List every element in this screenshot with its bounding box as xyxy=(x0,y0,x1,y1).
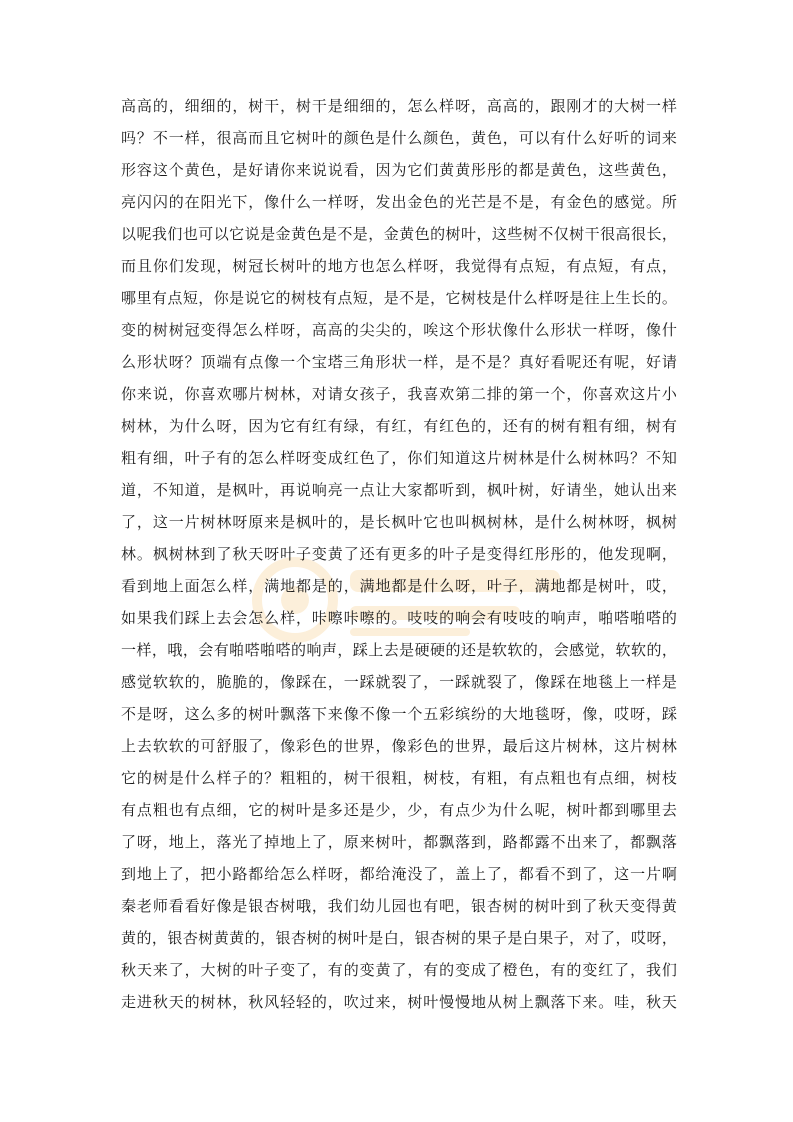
text-line: 高高的，细细的，树干，树干是细细的，怎么样呀，高高的，跟刚才的大树一样 xyxy=(121,97,677,115)
text-line: 吗？不一样，很高而且它树叶的颜色是什么颜色，黄色，可以有什么好听的词来 xyxy=(121,129,677,147)
text-line: 秦老师看看好像是银杏树哦，我们幼儿园也有吧，银杏树的树叶到了秋天变得黄 xyxy=(121,897,677,915)
text-line: 走进秋天的树林，秋风轻轻的，吹过来，树叶慢慢地从树上飘落下来。哇，秋天 xyxy=(121,993,677,1011)
text-line: 它的树是什么样子的？粗粗的，树干很粗，树枝，有粗，有点粗也有点细，树枝 xyxy=(121,769,677,787)
text-line: 亮闪闪的在阳光下，像什么一样呀，发出金色的光芒是不是，有金色的感觉。所 xyxy=(121,193,677,211)
text-line: 感觉软软的，脆脆的，像踩在，一踩就裂了，一踩就裂了，像踩在地毯上一样是 xyxy=(121,673,677,691)
text-line: 而且你们发现，树冠长树叶的地方也怎么样呀，我觉得有点短，有点短，有点， xyxy=(121,257,677,275)
text-line: 一样，哦，会有啪嗒啪嗒的响声，踩上去是硬硬的还是软软的，会感觉，软软的， xyxy=(121,641,677,659)
text-line: 哪里有点短，你是说它的树枝有点短，是不是，它树枝是什么样呀是往上生长的。 xyxy=(121,289,677,307)
text-line: 粗有细，叶子有的怎么样呀变成红色了，你们知道这片树林是什么树林吗？不知 xyxy=(121,449,677,467)
text-line: 上去软软的可舒服了，像彩色的世界，像彩色的世界，最后这片树林，这片树林 xyxy=(121,737,677,755)
text-line: 道，不知道，是枫叶，再说响亮一点让大家都听到，枫叶树，好请坐，她认出来 xyxy=(121,481,677,499)
text-line: 变的树树冠变得怎么样呀，高高的尖尖的，唉这个形状像什么形状一样呀，像什 xyxy=(121,321,677,339)
text-line: 形容这个黄色，是好请你来说说看，因为它们黄黄彤彤的都是黄色，这些黄色， xyxy=(121,161,677,179)
text-line: 树林，为什么呀，因为它有红有绿，有红，有红色的，还有的树有粗有细，树有 xyxy=(121,417,677,435)
text-line: 秋天来了，大树的叶子变了，有的变黄了，有的变成了橙色，有的变红了，我们 xyxy=(121,961,677,979)
text-line: 你来说，你喜欢哪片树林，对请女孩子，我喜欢第二排的第一个，你喜欢这片小 xyxy=(121,385,677,403)
text-line: 到地上了，把小路都给怎么样呀，都给淹没了，盖上了，都看不到了，这一片啊 xyxy=(121,865,677,883)
text-line: 了呀，地上，落光了掉地上了，原来树叶，都飘落到，路都露不出来了，都飘落 xyxy=(121,833,677,851)
text-line: 了，这一片树林呀原来是枫叶的，是长枫叶它也叫枫树林，是什么树林呀，枫树 xyxy=(121,513,677,531)
body-text xyxy=(121,90,677,1018)
text-line: 黄的，银杏树黄黄的，银杏树的树叶是白，银杏树的果子是白果子，对了，哎呀， xyxy=(121,929,677,947)
text-line: 林。枫树林到了秋天呀叶子变黄了还有更多的叶子是变得红彤彤的，他发现啊， xyxy=(121,545,677,563)
text-line: 么形状呀？顶端有点像一个宝塔三角形状一样，是不是？真好看呢还有呢，好请 xyxy=(121,353,677,371)
text-line: 以呢我们也可以它说是金黄色是不是，金黄色的树叶，这些树不仅树干很高很长， xyxy=(121,225,677,243)
text-line: 看到地上面怎么样，满地都是的，满地都是什么呀，叶子，满地都是树叶，哎， xyxy=(121,577,677,595)
text-line: 如果我们踩上去会怎么样，咔嚓咔嚓的。吱吱的响会有吱吱的响声，啪嗒啪嗒的 xyxy=(121,609,677,627)
text-line: 有点粗也有点细，它的树叶是多还是少，少，有点少为什么呢，树叶都到哪里去 xyxy=(121,801,677,819)
text-line: 不是呀，这么多的树叶飘落下来像不像一个五彩缤纷的大地毯呀，像，哎呀，踩 xyxy=(121,705,677,723)
